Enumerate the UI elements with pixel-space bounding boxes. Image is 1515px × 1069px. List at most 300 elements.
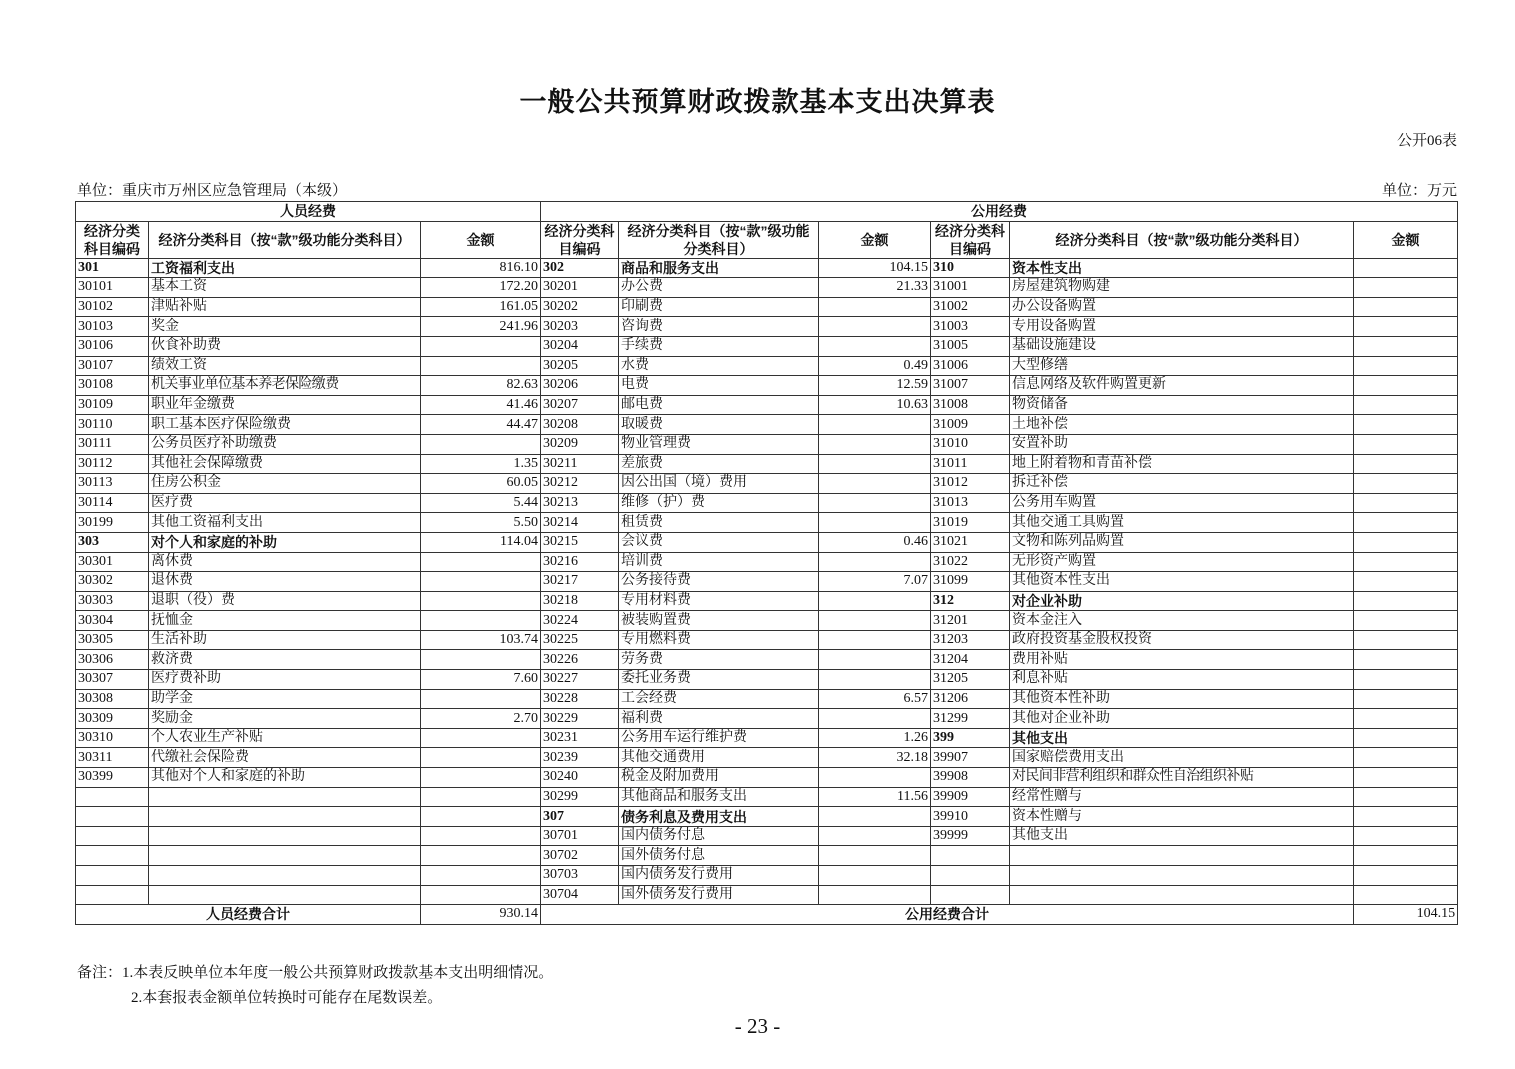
expenditure-table	[75, 201, 1458, 925]
group-header-row	[76, 202, 1458, 222]
capital-other-name-cell: 政府投资基金股权投资	[1010, 630, 1354, 650]
personnel-name-cell: 救济费	[149, 650, 421, 670]
personnel-name-cell: 医疗费补助	[149, 670, 421, 690]
goods-services-code-cell: 307	[541, 807, 619, 827]
goods-services-amount-cell	[819, 670, 931, 690]
personnel-amount-cell	[421, 356, 541, 376]
capital-other-code-cell: 31002	[931, 297, 1010, 317]
table-row	[76, 826, 1458, 846]
personnel-code-cell	[76, 807, 149, 827]
goods-services-code-cell: 30216	[541, 552, 619, 572]
personnel-amount-cell: 82.63	[421, 376, 541, 396]
capital-other-code-cell: 31009	[931, 415, 1010, 435]
goods-services-amount-cell	[819, 807, 931, 827]
goods-services-code-cell: 30299	[541, 787, 619, 807]
personnel-name-cell	[149, 885, 421, 905]
personnel-code-cell: 30311	[76, 748, 149, 768]
goods-services-amount-cell: 7.07	[819, 572, 931, 592]
column-header-amount: 金额	[421, 221, 541, 258]
personnel-name-cell: 基本工资	[149, 278, 421, 298]
capital-other-code-cell: 31206	[931, 689, 1010, 709]
personnel-code-cell: 301	[76, 258, 149, 278]
table-row	[76, 434, 1458, 454]
personnel-amount-cell: 114.04	[421, 532, 541, 552]
personnel-code-cell: 30102	[76, 297, 149, 317]
notes	[77, 961, 553, 1011]
goods-services-code-cell: 302	[541, 258, 619, 278]
capital-other-name-cell: 资本性赠与	[1010, 807, 1354, 827]
capital-other-code-cell: 39910	[931, 807, 1010, 827]
goods-services-code-cell: 30201	[541, 278, 619, 298]
capital-other-amount-cell	[1354, 650, 1458, 670]
personnel-code-cell: 30309	[76, 709, 149, 729]
goods-services-code-cell: 30208	[541, 415, 619, 435]
goods-services-amount-cell: 10.63	[819, 395, 931, 415]
personnel-total-amount: 930.14	[421, 905, 541, 925]
personnel-name-cell: 奖金	[149, 317, 421, 337]
personnel-code-cell: 30307	[76, 670, 149, 690]
capital-other-amount-cell	[1354, 846, 1458, 866]
personnel-code-cell	[76, 885, 149, 905]
goods-services-amount-cell	[819, 474, 931, 494]
personnel-code-cell: 30108	[76, 376, 149, 396]
table-row	[76, 748, 1458, 768]
capital-other-amount-cell	[1354, 748, 1458, 768]
capital-other-amount-cell	[1354, 454, 1458, 474]
goods-services-amount-cell: 32.18	[819, 748, 931, 768]
personnel-code-cell: 30399	[76, 768, 149, 788]
goods-services-amount-cell: 104.15	[819, 258, 931, 278]
personnel-code-cell: 30199	[76, 513, 149, 533]
table-row	[76, 709, 1458, 729]
personnel-amount-cell: 161.05	[421, 297, 541, 317]
goods-services-name-cell: 手续费	[619, 336, 819, 356]
capital-other-code-cell: 310	[931, 258, 1010, 278]
public-total-amount: 104.15	[1354, 905, 1458, 925]
personnel-amount-cell	[421, 572, 541, 592]
capital-other-name-cell: 资本性支出	[1010, 258, 1354, 278]
personnel-name-cell: 职业年金缴费	[149, 395, 421, 415]
note-1: 备注：1.本表反映单位本年度一般公共预算财政拨款基本支出明细情况。	[77, 965, 554, 981]
goods-services-amount-cell	[819, 454, 931, 474]
capital-other-amount-cell	[1354, 689, 1458, 709]
capital-other-name-cell: 国家赔偿费用支出	[1010, 748, 1354, 768]
personnel-code-cell: 30107	[76, 356, 149, 376]
personnel-amount-cell	[421, 885, 541, 905]
capital-other-amount-cell	[1354, 415, 1458, 435]
personnel-name-cell	[149, 787, 421, 807]
table-row	[76, 258, 1458, 278]
note-2: 2.本套报表金额单位转换时可能存在尾数误差。	[131, 990, 443, 1006]
goods-services-code-cell: 30701	[541, 826, 619, 846]
personnel-amount-cell: 60.05	[421, 474, 541, 494]
goods-services-name-cell: 物业管理费	[619, 434, 819, 454]
goods-services-amount-cell	[819, 415, 931, 435]
goods-services-amount-cell: 6.57	[819, 689, 931, 709]
personnel-code-cell: 30103	[76, 317, 149, 337]
goods-services-amount-cell: 21.33	[819, 278, 931, 298]
capital-other-name-cell: 利息补贴	[1010, 670, 1354, 690]
capital-other-code-cell: 31203	[931, 630, 1010, 650]
table-row	[76, 415, 1458, 435]
capital-other-name-cell: 房屋建筑物购建	[1010, 278, 1354, 298]
goods-services-amount-cell	[819, 591, 931, 611]
goods-services-amount-cell	[819, 709, 931, 729]
personnel-amount-cell: 5.50	[421, 513, 541, 533]
personnel-amount-cell	[421, 826, 541, 846]
table-row	[76, 493, 1458, 513]
capital-other-name-cell: 资本金注入	[1010, 611, 1354, 631]
personnel-code-cell: 30308	[76, 689, 149, 709]
capital-other-amount-cell	[1354, 728, 1458, 748]
personnel-code-cell: 303	[76, 532, 149, 552]
table-row	[76, 650, 1458, 670]
page-title: 一般公共预算财政拨款基本支出决算表	[519, 87, 996, 117]
table-row	[76, 768, 1458, 788]
goods-services-amount-cell	[819, 297, 931, 317]
goods-services-name-cell: 邮电费	[619, 395, 819, 415]
goods-services-amount-cell	[819, 493, 931, 513]
table-row	[76, 474, 1458, 494]
goods-services-amount-cell: 0.46	[819, 532, 931, 552]
personnel-name-cell: 个人农业生产补贴	[149, 728, 421, 748]
goods-services-amount-cell	[819, 650, 931, 670]
table-row	[76, 611, 1458, 631]
personnel-name-cell	[149, 846, 421, 866]
goods-services-amount-cell	[819, 768, 931, 788]
capital-other-code-cell: 312	[931, 591, 1010, 611]
column-header-code: 经济分类科目编码	[541, 221, 619, 258]
personnel-code-cell: 30109	[76, 395, 149, 415]
personnel-code-cell: 30310	[76, 728, 149, 748]
personnel-name-cell: 津贴补贴	[149, 297, 421, 317]
goods-services-code-cell: 30240	[541, 768, 619, 788]
capital-other-amount-cell	[1354, 572, 1458, 592]
column-header-amount: 金额	[819, 221, 931, 258]
goods-services-code-cell: 30213	[541, 493, 619, 513]
personnel-amount-cell	[421, 807, 541, 827]
goods-services-amount-cell	[819, 336, 931, 356]
personnel-name-cell: 工资福利支出	[149, 258, 421, 278]
capital-other-code-cell: 31003	[931, 317, 1010, 337]
table-row	[76, 552, 1458, 572]
capital-other-name-cell: 物资储备	[1010, 395, 1354, 415]
table-row	[76, 376, 1458, 396]
goods-services-code-cell: 30229	[541, 709, 619, 729]
public-total-label: 公用经费合计	[541, 905, 1354, 925]
personnel-name-cell: 离休费	[149, 552, 421, 572]
goods-services-name-cell: 维修（护）费	[619, 493, 819, 513]
capital-other-amount-cell	[1354, 297, 1458, 317]
capital-other-code-cell: 31005	[931, 336, 1010, 356]
personnel-code-cell: 30306	[76, 650, 149, 670]
capital-other-name-cell: 其他支出	[1010, 728, 1354, 748]
group-header-public: 公用经费	[541, 202, 1458, 222]
goods-services-code-cell: 30702	[541, 846, 619, 866]
capital-other-amount-cell	[1354, 885, 1458, 905]
personnel-amount-cell	[421, 689, 541, 709]
goods-services-code-cell: 30214	[541, 513, 619, 533]
goods-services-name-cell: 国内债务发行费用	[619, 866, 819, 886]
capital-other-code-cell: 31008	[931, 395, 1010, 415]
personnel-amount-cell: 44.47	[421, 415, 541, 435]
goods-services-name-cell: 被装购置费	[619, 611, 819, 631]
personnel-amount-cell	[421, 591, 541, 611]
goods-services-code-cell: 30205	[541, 356, 619, 376]
personnel-amount-cell	[421, 611, 541, 631]
goods-services-name-cell: 工会经费	[619, 689, 819, 709]
goods-services-name-cell: 税金及附加费用	[619, 768, 819, 788]
personnel-amount-cell	[421, 650, 541, 670]
column-header-name: 经济分类科目（按“款”级功能分类科目）	[619, 221, 819, 258]
capital-other-name-cell: 对企业补助	[1010, 591, 1354, 611]
capital-other-amount-cell	[1354, 552, 1458, 572]
capital-other-amount-cell	[1354, 474, 1458, 494]
capital-other-amount-cell	[1354, 630, 1458, 650]
goods-services-name-cell: 债务利息及费用支出	[619, 807, 819, 827]
personnel-amount-cell: 41.46	[421, 395, 541, 415]
capital-other-amount-cell	[1354, 376, 1458, 396]
capital-other-code-cell: 31011	[931, 454, 1010, 474]
personnel-amount-cell	[421, 787, 541, 807]
capital-other-amount-cell	[1354, 317, 1458, 337]
capital-other-amount-cell	[1354, 336, 1458, 356]
goods-services-name-cell: 水费	[619, 356, 819, 376]
goods-services-code-cell: 30209	[541, 434, 619, 454]
capital-other-amount-cell	[1354, 709, 1458, 729]
capital-other-name-cell: 经常性赠与	[1010, 787, 1354, 807]
goods-services-code-cell: 30203	[541, 317, 619, 337]
personnel-amount-cell	[421, 336, 541, 356]
goods-services-name-cell: 公务接待费	[619, 572, 819, 592]
capital-other-amount-cell	[1354, 670, 1458, 690]
capital-other-code-cell	[931, 866, 1010, 886]
capital-other-code-cell: 39909	[931, 787, 1010, 807]
capital-other-name-cell: 地上附着物和青苗补偿	[1010, 454, 1354, 474]
goods-services-amount-cell	[819, 552, 931, 572]
capital-other-code-cell: 31019	[931, 513, 1010, 533]
capital-other-code-cell: 31205	[931, 670, 1010, 690]
personnel-amount-cell	[421, 866, 541, 886]
table-row	[76, 336, 1458, 356]
goods-services-name-cell: 福利费	[619, 709, 819, 729]
personnel-amount-cell	[421, 552, 541, 572]
capital-other-name-cell: 其他资本性补助	[1010, 689, 1354, 709]
personnel-name-cell: 其他对个人和家庭的补助	[149, 768, 421, 788]
capital-other-code-cell: 31021	[931, 532, 1010, 552]
goods-services-code-cell: 30206	[541, 376, 619, 396]
capital-other-name-cell: 土地补偿	[1010, 415, 1354, 435]
goods-services-name-cell: 其他交通费用	[619, 748, 819, 768]
personnel-code-cell: 30305	[76, 630, 149, 650]
capital-other-name-cell	[1010, 885, 1354, 905]
column-header-code: 经济分类科目编码	[931, 221, 1010, 258]
personnel-amount-cell	[421, 768, 541, 788]
capital-other-name-cell: 大型修缮	[1010, 356, 1354, 376]
personnel-code-cell	[76, 846, 149, 866]
personnel-amount-cell: 103.74	[421, 630, 541, 650]
capital-other-name-cell: 拆迁补偿	[1010, 474, 1354, 494]
capital-other-code-cell: 399	[931, 728, 1010, 748]
goods-services-name-cell: 会议费	[619, 532, 819, 552]
reporting-unit: 单位：重庆市万州区应急管理局（本级）	[77, 183, 348, 199]
table-row	[76, 670, 1458, 690]
goods-services-code-cell: 30227	[541, 670, 619, 690]
personnel-amount-cell: 1.35	[421, 454, 541, 474]
goods-services-code-cell: 30704	[541, 885, 619, 905]
capital-other-code-cell: 31012	[931, 474, 1010, 494]
goods-services-amount-cell	[819, 826, 931, 846]
column-header-name: 经济分类科目（按“款”级功能分类科目）	[1010, 221, 1354, 258]
goods-services-amount-cell	[819, 866, 931, 886]
personnel-name-cell: 医疗费	[149, 493, 421, 513]
capital-other-amount-cell	[1354, 513, 1458, 533]
column-header-row	[76, 221, 1458, 258]
personnel-amount-cell: 816.10	[421, 258, 541, 278]
personnel-code-cell: 30301	[76, 552, 149, 572]
capital-other-amount-cell	[1354, 787, 1458, 807]
goods-services-code-cell: 30228	[541, 689, 619, 709]
goods-services-name-cell: 电费	[619, 376, 819, 396]
capital-other-amount-cell	[1354, 278, 1458, 298]
currency-unit: 单位：万元	[1381, 183, 1457, 199]
personnel-name-cell: 其他工资福利支出	[149, 513, 421, 533]
goods-services-code-cell: 30211	[541, 454, 619, 474]
personnel-name-cell: 住房公积金	[149, 474, 421, 494]
goods-services-name-cell: 因公出国（境）费用	[619, 474, 819, 494]
personnel-amount-cell: 7.60	[421, 670, 541, 690]
capital-other-amount-cell	[1354, 807, 1458, 827]
goods-services-amount-cell	[819, 611, 931, 631]
goods-services-code-cell: 30204	[541, 336, 619, 356]
goods-services-code-cell: 30217	[541, 572, 619, 592]
goods-services-amount-cell	[819, 513, 931, 533]
goods-services-name-cell: 租赁费	[619, 513, 819, 533]
personnel-name-cell: 职工基本医疗保险缴费	[149, 415, 421, 435]
personnel-amount-cell: 172.20	[421, 278, 541, 298]
personnel-amount-cell: 241.96	[421, 317, 541, 337]
goods-services-amount-cell: 0.49	[819, 356, 931, 376]
group-header-personnel: 人员经费	[76, 202, 541, 222]
personnel-code-cell: 30114	[76, 493, 149, 513]
capital-other-amount-cell	[1354, 591, 1458, 611]
goods-services-name-cell: 国外债务发行费用	[619, 885, 819, 905]
goods-services-name-cell: 咨询费	[619, 317, 819, 337]
table-row	[76, 807, 1458, 827]
capital-other-amount-cell	[1354, 611, 1458, 631]
personnel-amount-cell: 2.70	[421, 709, 541, 729]
goods-services-amount-cell	[819, 885, 931, 905]
personnel-amount-cell	[421, 846, 541, 866]
goods-services-code-cell: 30703	[541, 866, 619, 886]
capital-other-name-cell: 文物和陈列品购置	[1010, 532, 1354, 552]
personnel-amount-cell	[421, 434, 541, 454]
column-header-name: 经济分类科目（按“款”级功能分类科目）	[149, 221, 421, 258]
table-row	[76, 513, 1458, 533]
personnel-name-cell	[149, 807, 421, 827]
goods-services-name-cell: 印刷费	[619, 297, 819, 317]
table-row	[76, 689, 1458, 709]
capital-other-name-cell	[1010, 846, 1354, 866]
goods-services-name-cell: 国内债务付息	[619, 826, 819, 846]
table-row	[76, 395, 1458, 415]
capital-other-name-cell: 办公设备购置	[1010, 297, 1354, 317]
personnel-name-cell: 退职（役）费	[149, 591, 421, 611]
goods-services-amount-cell	[819, 846, 931, 866]
personnel-code-cell	[76, 826, 149, 846]
goods-services-name-cell: 专用材料费	[619, 591, 819, 611]
goods-services-amount-cell: 11.56	[819, 787, 931, 807]
capital-other-name-cell: 对民间非营利组织和群众性自治组织补贴	[1010, 768, 1354, 788]
form-number: 公开06表	[1396, 133, 1457, 149]
personnel-name-cell: 代缴社会保险费	[149, 748, 421, 768]
capital-other-name-cell: 其他资本性支出	[1010, 572, 1354, 592]
capital-other-name-cell	[1010, 866, 1354, 886]
capital-other-code-cell	[931, 846, 1010, 866]
capital-other-code-cell: 31022	[931, 552, 1010, 572]
goods-services-name-cell: 公务用车运行维护费	[619, 728, 819, 748]
personnel-name-cell: 其他社会保障缴费	[149, 454, 421, 474]
goods-services-code-cell: 30207	[541, 395, 619, 415]
personnel-code-cell	[76, 866, 149, 886]
goods-services-code-cell: 30239	[541, 748, 619, 768]
personnel-code-cell: 30110	[76, 415, 149, 435]
capital-other-code-cell: 31204	[931, 650, 1010, 670]
personnel-code-cell: 30111	[76, 434, 149, 454]
personnel-name-cell: 助学金	[149, 689, 421, 709]
personnel-name-cell: 伙食补助费	[149, 336, 421, 356]
personnel-amount-cell	[421, 748, 541, 768]
capital-other-code-cell: 31299	[931, 709, 1010, 729]
goods-services-code-cell: 30215	[541, 532, 619, 552]
capital-other-code-cell: 39999	[931, 826, 1010, 846]
personnel-name-cell: 退休费	[149, 572, 421, 592]
table-row	[76, 885, 1458, 905]
capital-other-amount-cell	[1354, 356, 1458, 376]
goods-services-name-cell: 培训费	[619, 552, 819, 572]
goods-services-name-cell: 商品和服务支出	[619, 258, 819, 278]
capital-other-name-cell: 安置补助	[1010, 434, 1354, 454]
goods-services-name-cell: 办公费	[619, 278, 819, 298]
personnel-total-label: 人员经费合计	[76, 905, 421, 925]
personnel-code-cell: 30304	[76, 611, 149, 631]
goods-services-amount-cell	[819, 630, 931, 650]
capital-other-amount-cell	[1354, 493, 1458, 513]
table-row	[76, 728, 1458, 748]
capital-other-name-cell: 无形资产购置	[1010, 552, 1354, 572]
totals-row	[76, 905, 1458, 925]
capital-other-amount-cell	[1354, 395, 1458, 415]
capital-other-name-cell: 专用设备购置	[1010, 317, 1354, 337]
goods-services-name-cell: 国外债务付息	[619, 846, 819, 866]
capital-other-name-cell: 其他支出	[1010, 826, 1354, 846]
goods-services-name-cell: 差旅费	[619, 454, 819, 474]
capital-other-amount-cell	[1354, 434, 1458, 454]
capital-other-name-cell: 其他对企业补助	[1010, 709, 1354, 729]
personnel-name-cell: 机关事业单位基本养老保险缴费	[149, 376, 421, 396]
goods-services-code-cell: 30218	[541, 591, 619, 611]
capital-other-name-cell: 其他交通工具购置	[1010, 513, 1354, 533]
capital-other-code-cell: 39908	[931, 768, 1010, 788]
capital-other-code-cell: 39907	[931, 748, 1010, 768]
goods-services-name-cell: 专用燃料费	[619, 630, 819, 650]
column-header-code: 经济分类科目编码	[76, 221, 149, 258]
column-header-amount: 金额	[1354, 221, 1458, 258]
capital-other-name-cell: 基础设施建设	[1010, 336, 1354, 356]
goods-services-name-cell: 其他商品和服务支出	[619, 787, 819, 807]
table-row	[76, 278, 1458, 298]
goods-services-name-cell: 委托业务费	[619, 670, 819, 690]
